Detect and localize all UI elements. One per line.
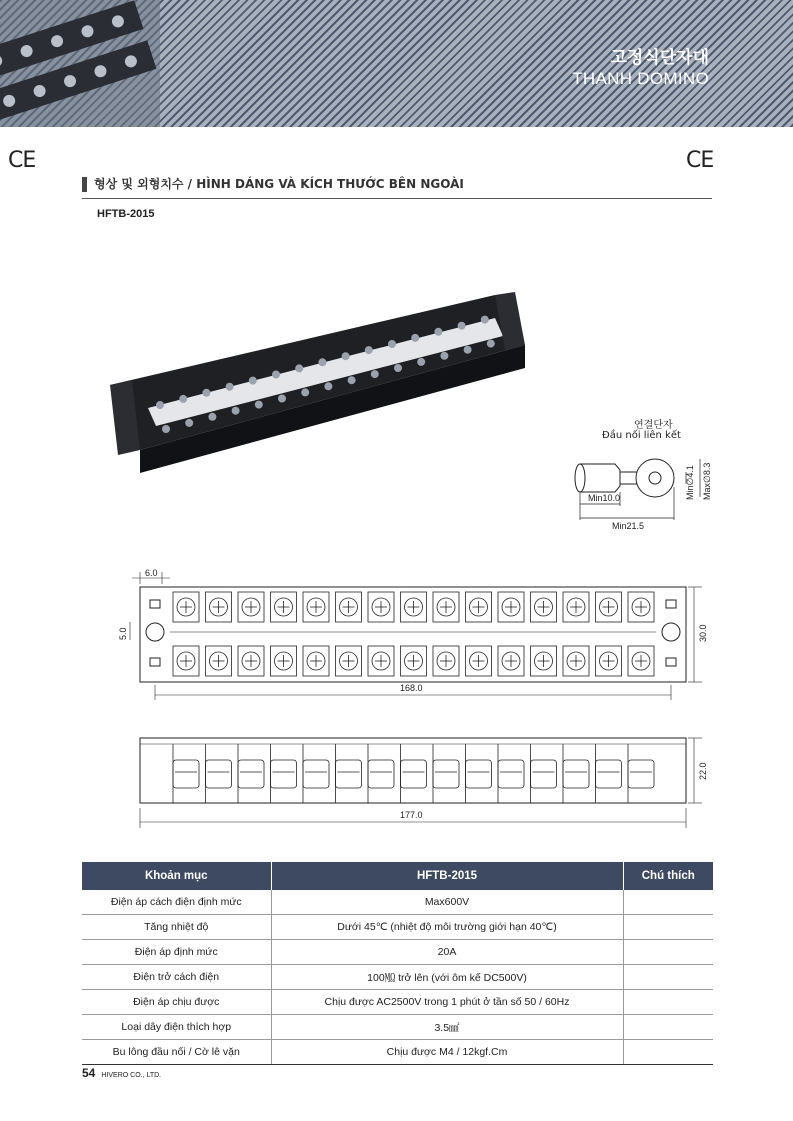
screw-icon xyxy=(185,419,193,427)
screw-icon xyxy=(272,371,280,379)
screw-icon xyxy=(348,376,356,384)
page-number: 54 xyxy=(82,1066,96,1080)
screw-icon xyxy=(434,328,442,336)
screw-icon xyxy=(208,413,216,421)
ce-mark-icon-left: CE xyxy=(8,148,36,173)
page-footer xyxy=(82,1066,161,1080)
section-heading xyxy=(82,172,712,199)
cell-note xyxy=(623,890,713,915)
dim-min41: Min∅4.1 xyxy=(685,465,695,500)
header-banner xyxy=(0,0,793,127)
table-row xyxy=(82,990,713,1015)
cell-item: Điện áp định mức xyxy=(82,940,271,965)
section-heading-text: 형상 및 외형치수 / HÌNH DÁNG VÀ KÍCH THƯỚC BÊN NGOÀI xyxy=(94,177,464,191)
table-row xyxy=(82,940,713,965)
banner-title-ko: 고정식단자대 xyxy=(610,48,709,68)
cell-value: 100㏁ trở lên (với ôm kế DC500V) xyxy=(271,965,623,990)
dim-30: 30.0 xyxy=(698,624,708,642)
spec-table xyxy=(82,862,713,1065)
cell-item: Loại dây điện thích hợp xyxy=(82,1015,271,1040)
table-row xyxy=(82,1040,713,1065)
connector-label-ko: 연결단자 xyxy=(634,420,673,431)
cell-note xyxy=(623,1040,713,1065)
screw-icon xyxy=(295,364,303,372)
screw-icon xyxy=(232,407,240,415)
terminal-photo-thumbnail xyxy=(0,0,160,127)
screw-icon xyxy=(324,382,332,390)
dim-5: 5.0 xyxy=(118,627,128,640)
product-illustration xyxy=(100,290,530,480)
screw-icon xyxy=(342,352,350,360)
cell-item: Bu lông đầu nối / Cờ lê vặn xyxy=(82,1040,271,1065)
col-header-model: HFTB-2015 xyxy=(271,862,623,890)
table-row xyxy=(82,1015,713,1040)
company-name: HIVERO CO., LTD. xyxy=(101,1072,162,1079)
connector-label-vi: Đầu nối liên kết xyxy=(602,430,681,441)
cell-item: Tăng nhiệt độ xyxy=(82,915,271,940)
cell-note xyxy=(623,965,713,990)
dim-177: 177.0 xyxy=(400,810,423,820)
banner-title-vi: THANH DOMINO xyxy=(572,69,709,88)
screw-icon xyxy=(202,389,210,397)
cell-value: Max600V xyxy=(271,890,623,915)
screw-icon xyxy=(179,395,187,403)
screw-icon xyxy=(318,358,326,366)
dimension-drawing xyxy=(110,560,710,835)
heading-bar xyxy=(82,177,87,192)
table-row xyxy=(82,965,713,990)
cell-item: Điện áp cách điện định mức xyxy=(82,890,271,915)
screw-icon xyxy=(156,401,164,409)
screw-icon xyxy=(365,346,373,354)
cell-value: 3.5㎟ xyxy=(271,1015,623,1040)
cell-note xyxy=(623,940,713,965)
screw-icon xyxy=(394,364,402,372)
screw-icon xyxy=(255,401,263,409)
dim-min21: Min21.5 xyxy=(612,521,645,531)
cell-value: Chịu được AC2500V trong 1 phút ở tần số 50 / 60Hz xyxy=(271,990,623,1015)
screw-icon xyxy=(301,388,309,396)
cell-item: Điện áp chịu được xyxy=(82,990,271,1015)
banner-title xyxy=(572,48,709,89)
cell-note xyxy=(623,990,713,1015)
screw-icon xyxy=(458,322,466,330)
model-label: HFTB-2015 xyxy=(97,208,155,220)
screw-icon xyxy=(249,377,257,385)
dim-168: 168.0 xyxy=(400,683,423,693)
cell-value: 20A xyxy=(271,940,623,965)
dim-min10: Min10.0 xyxy=(588,493,621,503)
col-header-note: Chú thích xyxy=(623,862,713,890)
screw-icon xyxy=(371,370,379,378)
screw-icon xyxy=(481,316,489,324)
screw-icon xyxy=(162,425,170,433)
cell-item: Điện trở cách điện xyxy=(82,965,271,990)
screw-icon xyxy=(440,352,448,360)
screw-icon xyxy=(487,340,495,348)
ce-mark-icon-right: CE xyxy=(686,148,714,173)
screw-icon xyxy=(417,358,425,366)
screw-icon xyxy=(388,340,396,348)
dim-22: 22.0 xyxy=(698,762,708,780)
screw-icon xyxy=(464,346,472,354)
ring-terminal-drawing xyxy=(560,442,730,567)
cell-value: Chịu được M4 / 12kgf.Cm xyxy=(271,1040,623,1065)
cell-note xyxy=(623,915,713,940)
screw-icon xyxy=(411,334,419,342)
table-row xyxy=(82,890,713,915)
col-header-item: Khoản mục xyxy=(82,862,271,890)
cell-value: Dưới 45℃ (nhiệt độ môi trường giới hạn 40℃) xyxy=(271,915,623,940)
dim-6: 6.0 xyxy=(145,568,158,578)
dim-max83: Max∅8.3 xyxy=(702,462,712,500)
table-row xyxy=(82,915,713,940)
screw-icon xyxy=(226,383,234,391)
cell-note xyxy=(623,1015,713,1040)
screw-icon xyxy=(278,395,286,403)
